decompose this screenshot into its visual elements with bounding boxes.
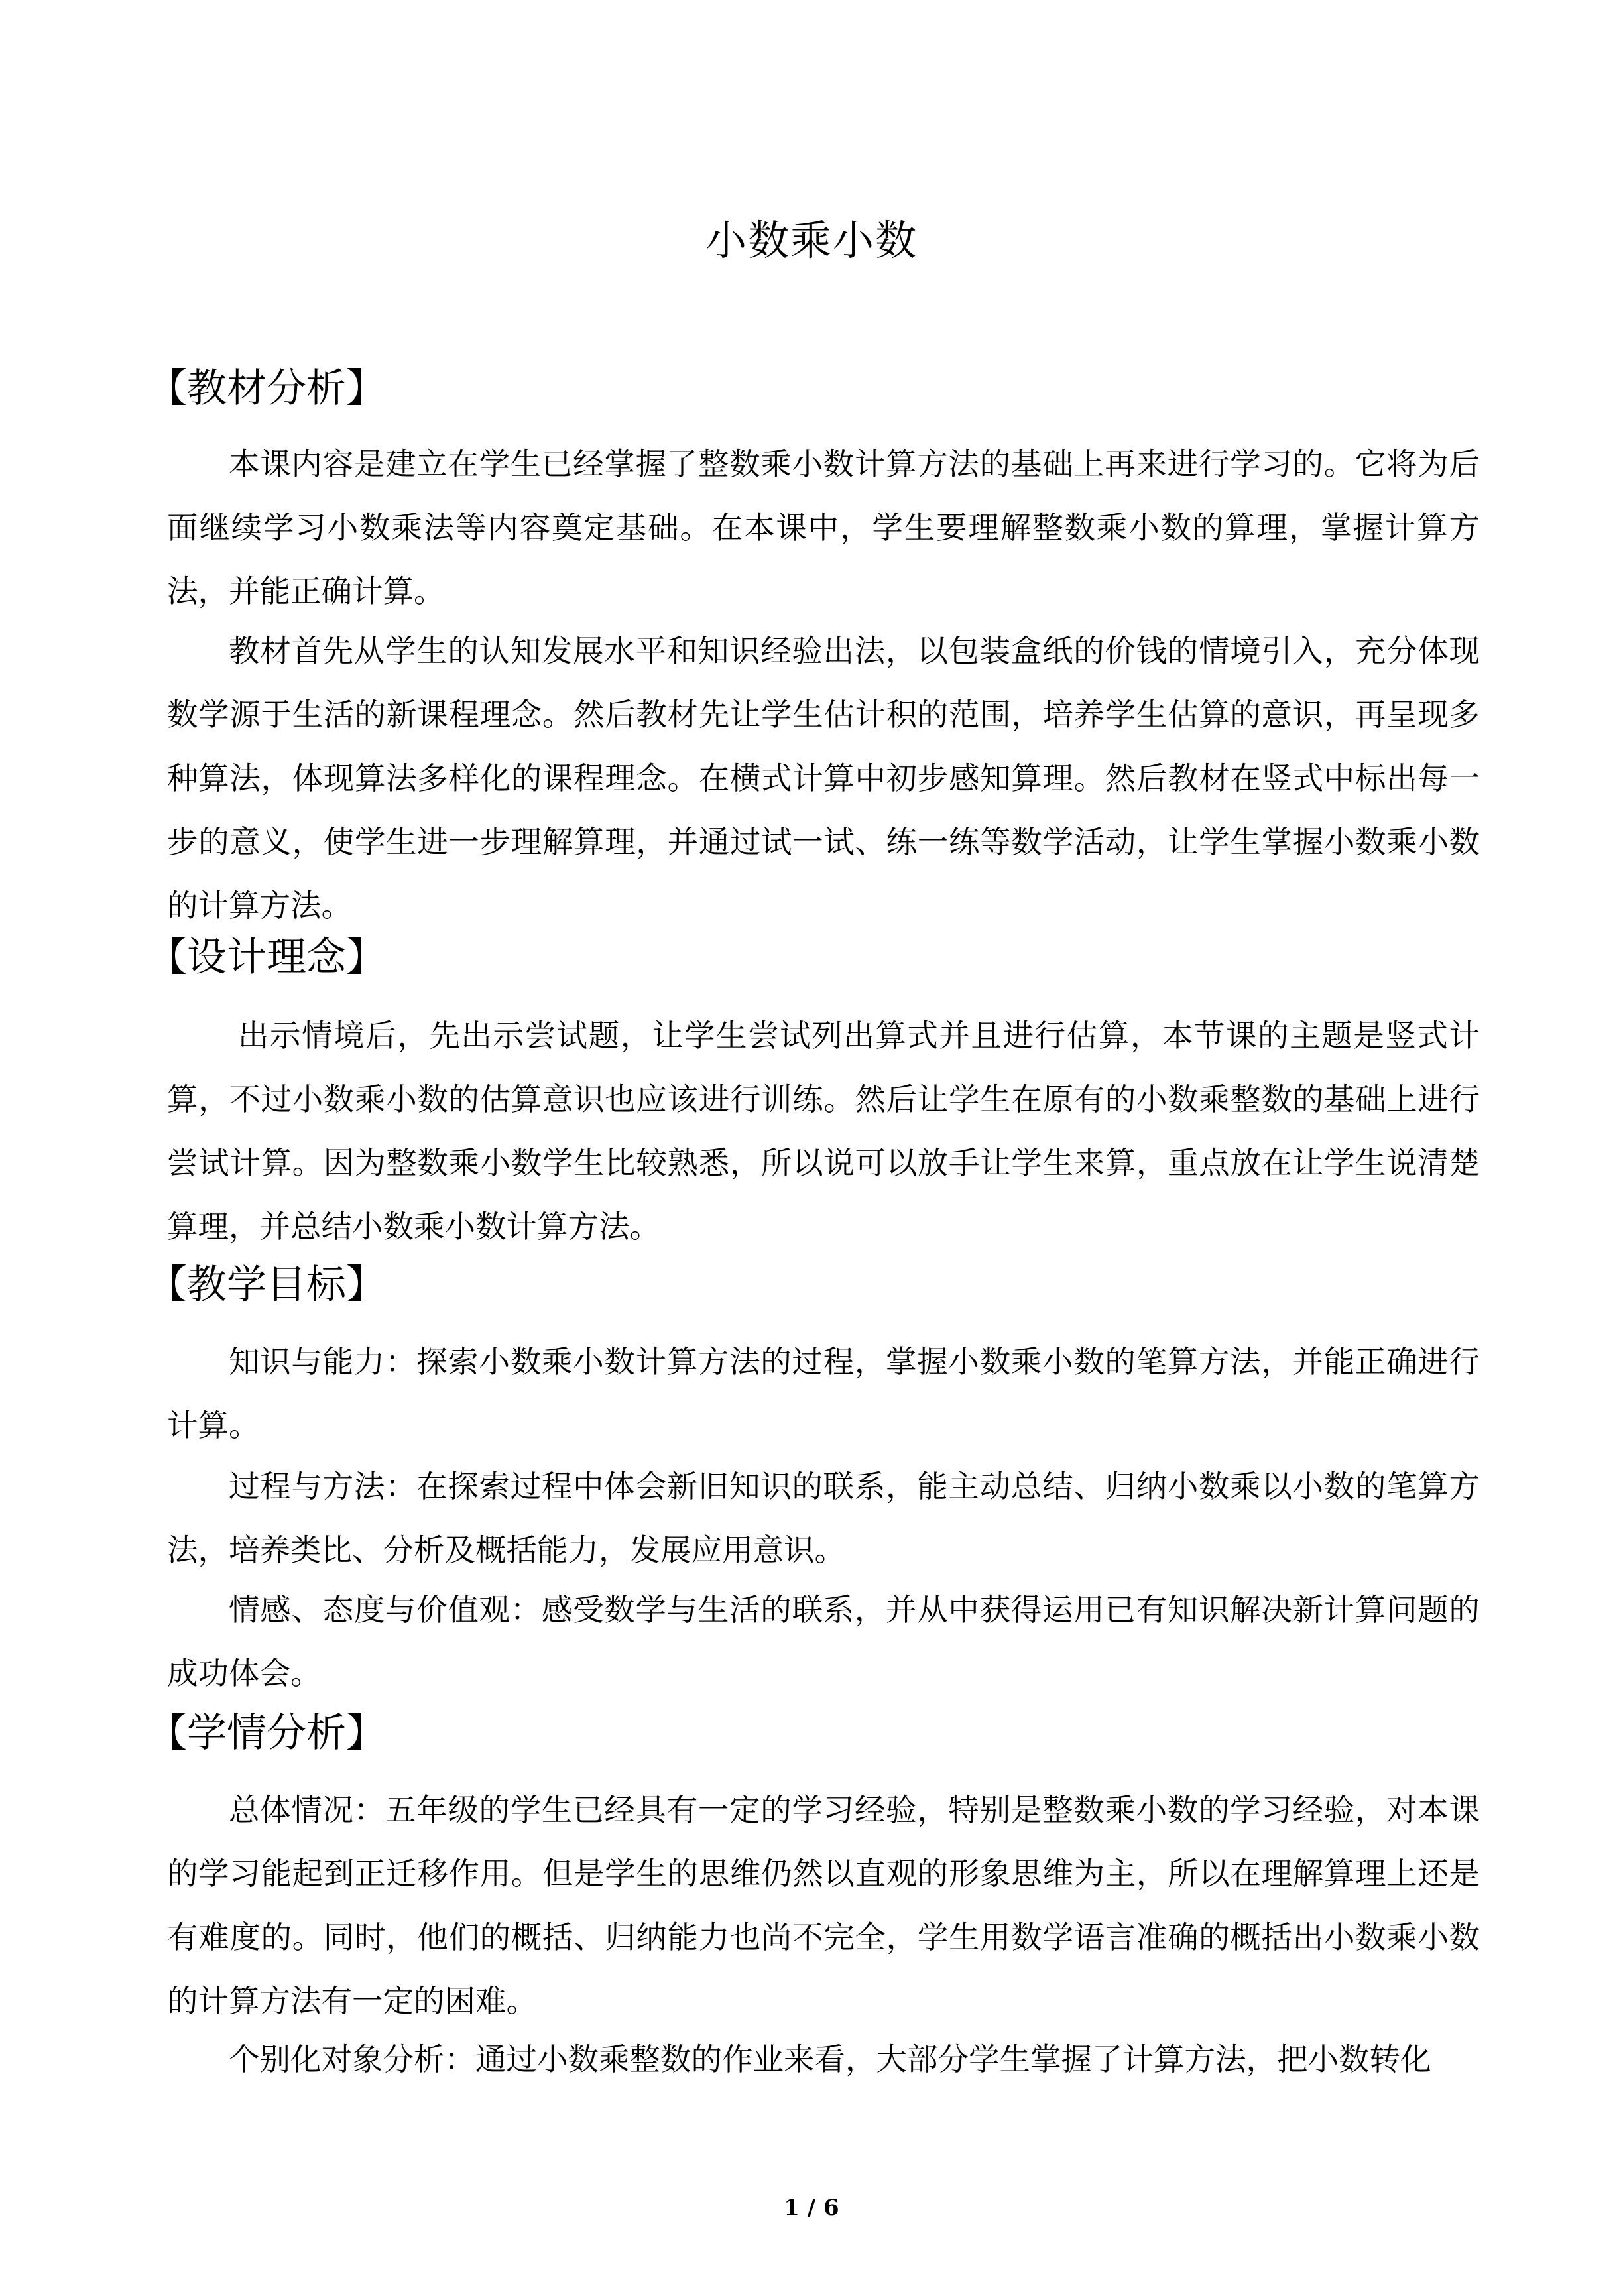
- page-title: 小数乘小数: [705, 216, 918, 265]
- page-number: 1 / 6: [784, 2195, 839, 2221]
- paragraph-textbook-analysis-2: 教材首先从学生的认知发展水平和知识经验出法，以包装盒纸的价钱的情境引入，充分体现数学源于生活的新课程理念。然后教材先让学生估计积的范围，培养学生估算的意识，再呈现多种算法，体现算法多样化的课程理念。在横式计算中初步感知算理。然后教材在竖式中标出每一步的意义，使学生进一步理解算理，并通过试一试、练一练等数学活动，让学生掌握小数乘小数的计算方法。: [167, 633, 1480, 924]
- section-heading-teaching-goals: 【教学目标】: [147, 1262, 386, 1308]
- section-heading-learner-analysis: 【学情分析】: [147, 1710, 386, 1756]
- section-heading-design-concept: 【设计理念】: [147, 934, 386, 981]
- paragraph-learner-analysis-1: 总体情况：五年级的学生已经具有一定的学习经验，特别是整数乘小数的学习经验，对本课的学习能起到正迁移作用。但是学生的思维仍然以直观的形象思维为主，所以在理解算理上还是有难度的。同时，他们的概括、归纳能力也尚不完全，学生用数学语言准确的概括出小数乘小数的计算方法有一定的困难。: [167, 1792, 1480, 2019]
- paragraph-teaching-goals-1: 知识与能力：探索小数乘小数计算方法的过程，掌握小数乘小数的笔算方法，并能正确进行计算。: [167, 1344, 1480, 1443]
- paragraph-learner-analysis-2: 个别化对象分析：通过小数乘整数的作业来看，大部分学生掌握了计算方法，把小数转化: [229, 2041, 1431, 2077]
- paragraph-teaching-goals-3: 情感、态度与价值观：感受数学与生活的联系，并从中获得运用已有知识解决新计算问题的成功体会。: [167, 1592, 1480, 1691]
- section-heading-textbook-analysis: 【教材分析】: [147, 365, 386, 412]
- paragraph-teaching-goals-2: 过程与方法：在探索过程中体会新旧知识的联系，能主动总结、归纳小数乘以小数的笔算方法，培养类比、分析及概括能力，发展应用意识。: [167, 1469, 1480, 1568]
- paragraph-design-concept-1: 出示情境后，先出示尝试题，让学生尝试列出算式并且进行估算，本节课的主题是竖式计算，不过小数乘小数的估算意识也应该进行训练。然后让学生在原有的小数乘整数的基础上进行尝试计算。因为整数乘小数学生比较熟悉，所以说可以放手让学生来算，重点放在让学生说清楚算理，并总结小数乘小数计算方法。: [167, 1018, 1480, 1244]
- paragraph-textbook-analysis-1: 本课内容是建立在学生已经掌握了整数乘小数计算方法的基础上再来进行学习的。它将为后面继续学习小数乘法等内容奠定基础。在本课中，学生要理解整数乘小数的算理，掌握计算方法，并能正确计算。: [167, 446, 1480, 609]
